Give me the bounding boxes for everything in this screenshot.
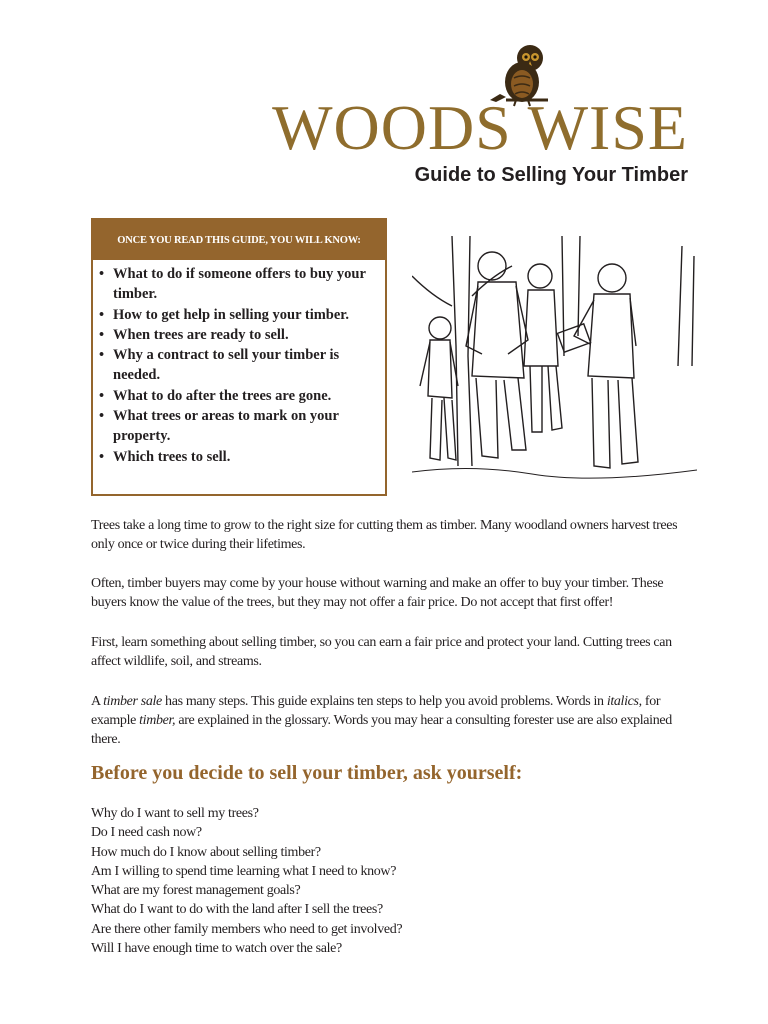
list-item: • What to do after the trees are gone. [99,387,332,404]
list-item: Am I willing to spend time learning what I need to know? [91,863,397,879]
list-item: • What to do if someone offers to buy your timber. [99,266,366,303]
list-item: • When trees are ready to sell. [99,326,289,343]
list-item: Will I have enough time to watch over the sale? [91,941,342,957]
brand-wordmark: WOODS WISE [272,92,688,163]
list-item: • Which trees to sell. [99,448,231,465]
list-item: Are there other family members who need to get involved? [91,921,403,937]
guide-subtitle: Guide to Selling Your Timber [414,164,688,186]
summary-box-title: ONCE YOU READ THIS GUIDE, YOU WILL KNOW: [93,220,385,260]
list-item: Why do I want to sell my trees? [91,806,259,821]
list-item: Do I need cash now? [91,825,202,841]
glossary-term: timber, [139,713,176,728]
family-with-forester-illustration [412,236,697,486]
list-item: • Why a contract to sell your timber is needed. [99,347,340,384]
list-item: What do I want to do with the land after I sell the trees? [91,902,383,918]
list-item: • How to get help in selling your timber. [99,306,350,323]
intro-paragraph-4: A timber sale has many steps. This guide explains ten steps to help you avoid problems. Words in italics, for example timber, are explained in the glossary. Words you may hear a consulting forester use are also explained there. [91,694,672,747]
intro-paragraph-1: Trees take a long time to grow to the right size for cutting them as timber. Many woodland owners harvest trees only once or twice during their lifetimes. [91,518,678,552]
question-list [91,804,402,958]
intro-paragraph-3: First, learn something about selling timber, so you can earn a fair price and protect your land. Cutting trees can affect wildlife, soil, and streams. [91,635,672,669]
section-heading: Before you decide to sell your timber, ask yourself: [91,762,523,784]
list-item: • What trees or areas to mark on your property. [99,408,339,445]
list-item: What are my forest management goals? [91,883,301,899]
list-item: How much do I know about selling timber? [91,844,321,860]
glossary-term: timber sale [103,694,162,709]
intro-paragraph-2: Often, timber buyers may come by your house without warning and make an offer to buy your timber. These buyers know the value of the trees, but they may not offer a fair price. Do not accept that first offer! [91,576,664,610]
summary-box [91,218,387,496]
summary-list [93,260,385,467]
